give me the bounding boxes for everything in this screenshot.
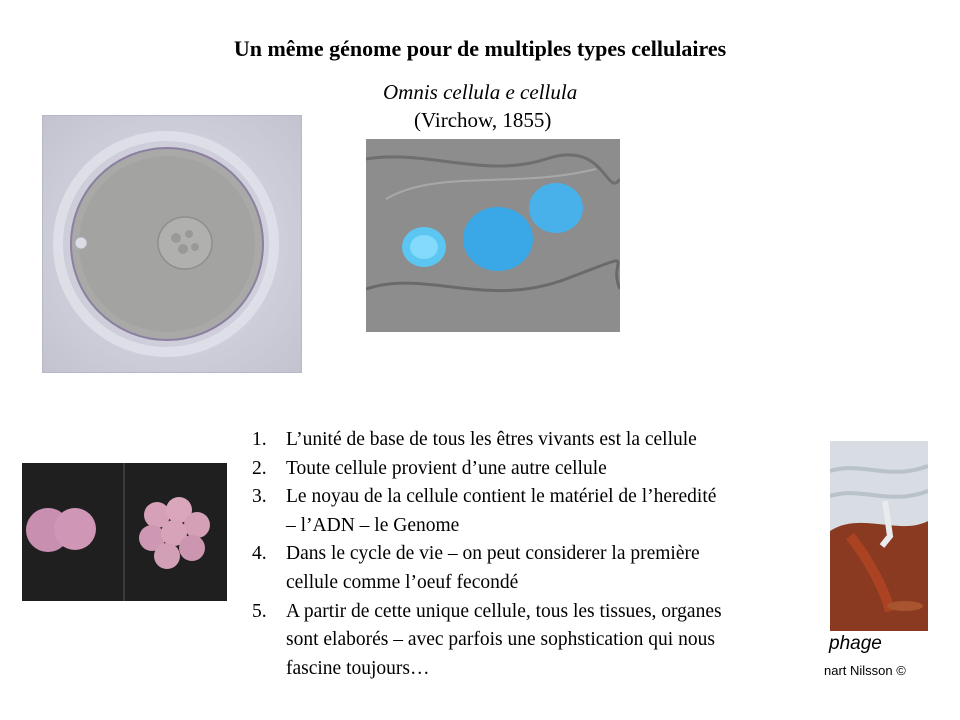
list-text: L’unité de base de tous les êtres vivants est la cellule [286,429,697,450]
list-text: Toute cellule provient d’une autre cellule [286,457,607,479]
macrophage-image [830,441,928,631]
list-number: 3. [252,486,267,508]
list-number: 4. [252,543,267,565]
fluorescence-image [366,139,620,332]
list-number: 5. [252,600,267,622]
quote-citation: (Virchow, 1855) [414,108,552,132]
photo-credit: nart Nilsson © [824,663,906,678]
list-item [252,540,832,597]
list-number: 2. [252,457,267,479]
list-item [252,483,832,540]
numbered-list [252,426,832,683]
oocyte-image [42,115,302,373]
list-text: Le noyau de la cellule contient le matériel de l’heredité [286,486,717,508]
list-item [252,455,832,484]
list-item [252,426,832,455]
embryo-image [22,463,227,601]
list-number: 1. [252,429,267,450]
list-text: fascine toujours… [286,657,430,679]
slide-title: Un même génome pour de multiples types cellulaires [233,36,727,61]
image-caption-partial: phage [829,633,882,654]
list-text: – l’ADN – le Genome [286,514,460,536]
list-item [252,598,832,684]
latin-quote: Omnis cellula e cellula [383,80,578,104]
list-text: sont elaborés – avec parfois une sophstication qui nous [286,629,715,651]
list-text: A partir de cette unique cellule, tous les tissues, organes [286,600,722,622]
list-text: Dans le cycle de vie – on peut considerer la première [286,543,700,565]
list-text: cellule comme l’oeuf fecondé [286,571,519,593]
